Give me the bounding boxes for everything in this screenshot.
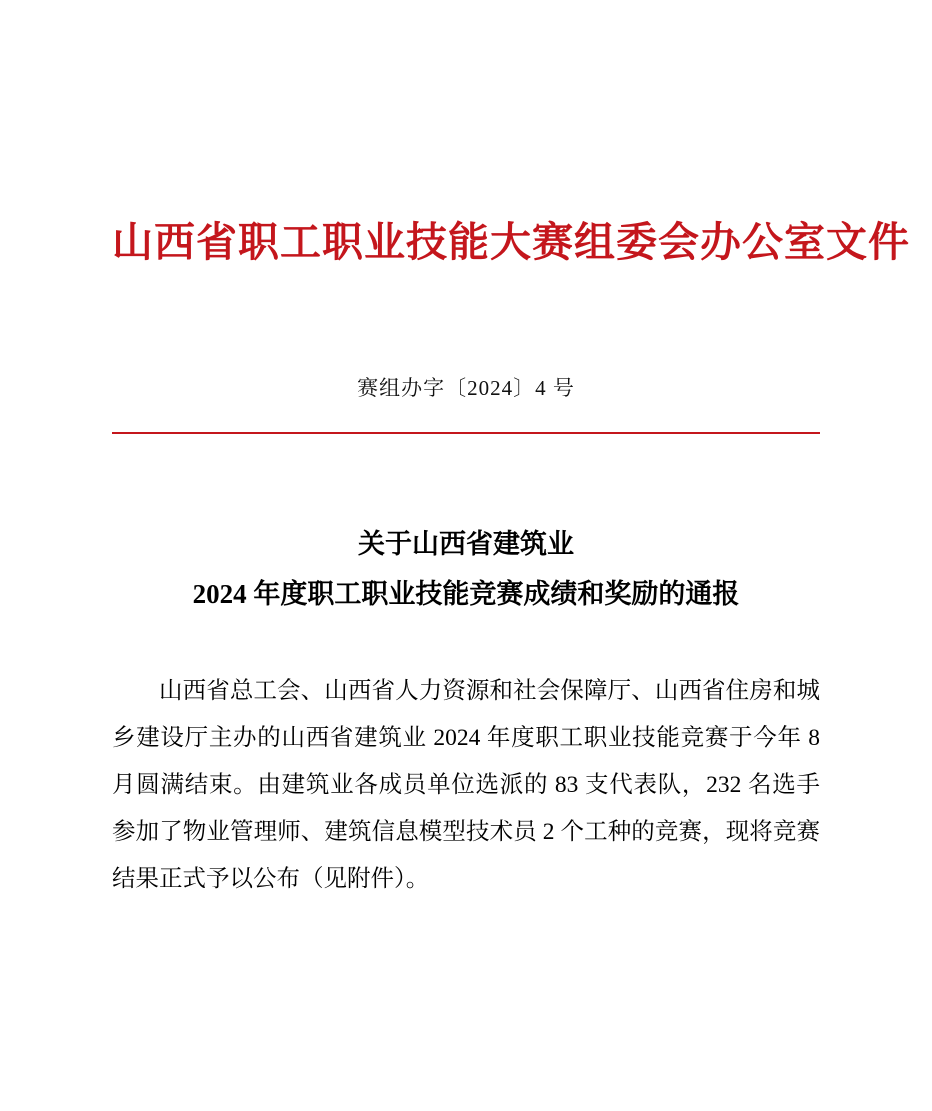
red-divider-rule — [112, 432, 820, 434]
document-header-title: 山西省职工职业技能大赛组委会办公室文件 — [112, 219, 910, 265]
document-title-line-2: 2024 年度职工职业技能竞赛成绩和奖励的通报 — [192, 579, 740, 610]
document-title — [112, 520, 820, 620]
body-paragraph-1: 山西省总工会、山西省人力资源和社会保障厅、山西省住房和城乡建设厅主办的山西省建筑业 2024 年度职工职业技能竞赛于今年 8 月圆满结束。由建筑业各成员单位选派的 83 支代表队，232 名选手参加了物业管理师、建筑信息模型技术员 2 个工种的竞赛，现将竞赛结果正式予以公布（见附件）。 — [112, 678, 820, 893]
document-body — [112, 668, 820, 903]
document-number: 赛组办字〔2024〕4 号 — [357, 376, 575, 401]
document-title-line-1: 关于山西省建筑业 — [358, 529, 574, 560]
document-page — [0, 218, 932, 1111]
